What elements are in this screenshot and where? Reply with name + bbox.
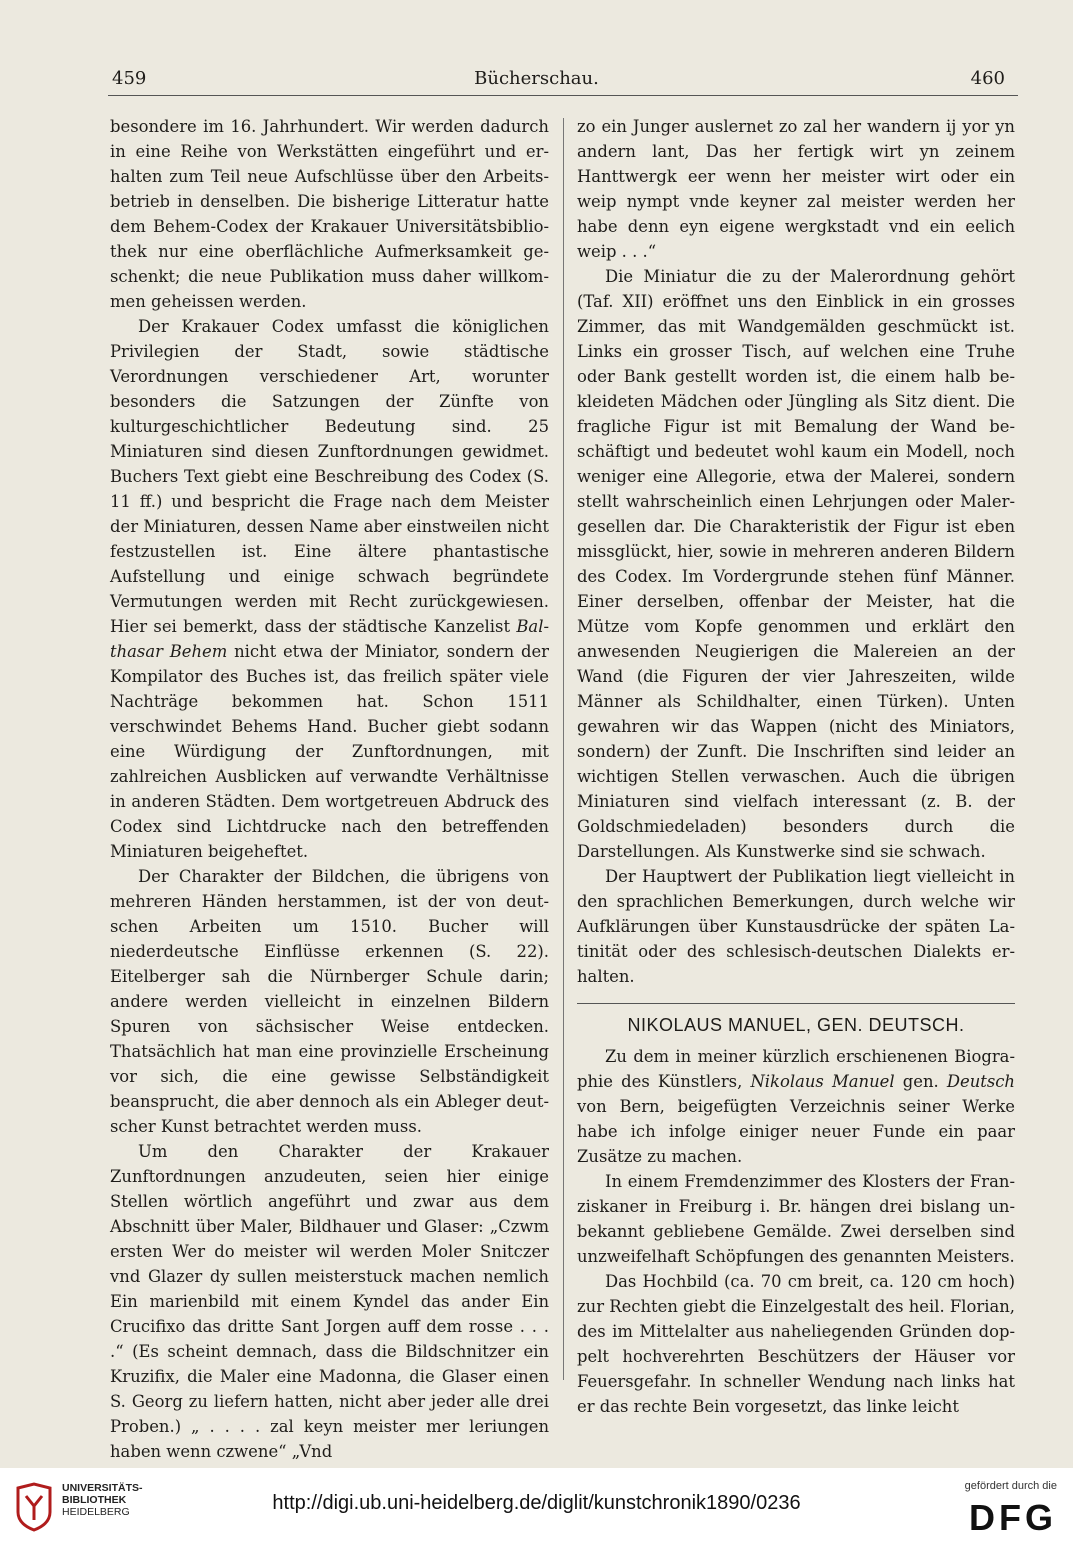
person-name: Deutsch: [946, 1072, 1015, 1091]
paragraph: In einem Fremdenzimmer des Klosters der Franziskaner in Freiburg i. Br. hängen drei bislang unbekannt gebliebene Gemälde. Zwei derselben sind unzweifelhaft Schöpfungen des genannten Meisters.: [577, 1172, 1015, 1266]
library-line: HEIDELBERG: [62, 1506, 130, 1518]
paragraph: Der Hauptwert der Publikation liegt vielleicht in den sprachlichen Bemerkungen, durch welche wir Aufklärungen über Kunstausdrücke der späten Latinität oder des schlesisch-deutschen Dialekts erhalten.: [577, 867, 1015, 986]
text-run: Der Krakauer Codex umfasst die königlichen Privilegien der Stadt, sowie städtische Verordnungen verschiedener Art, worunter besonders die Satzungen der Zünfte von kulturgeschichtlicher Bedeutung sind. 25 Miniaturen sind diesen Zunftordnungen gewidmet. Buchers Text giebt eine Beschreibung des Codex (S. 11 ff.) und bespricht die Frage nach dem Meister der Miniaturen, dessen Name aber einstweilen nicht festzustellen ist. Eine ältere phantastische Aufstellung und einige schwach begründete Vermutungen werden mit Recht zurückgewiesen. Hier sei bemerkt, dass der städtische Kanzelist: [110, 317, 549, 636]
page-number-left: 459: [112, 68, 147, 89]
section-rule: [577, 1003, 1015, 1004]
column-divider: [563, 118, 564, 1380]
dfg-logo: DFG: [969, 1497, 1057, 1538]
text-run: Zu dem in meiner kürzlich erschienenen Biographie des Künstlers,: [577, 1047, 1015, 1091]
funding-caption: gefördert durch die: [964, 1480, 1057, 1492]
right-column: [577, 114, 1015, 1419]
left-column: [110, 114, 549, 1464]
paragraph: Die Miniatur die zu der Malerordnung gehört (Taf. XII) eröffnet uns den Einblick in ein grosses Zimmer, das mit Wandgemälden geschmückt ist. Links ein grosser Tisch, auf welchen eine Truhe oder Bank gestellt worden ist, die einem halb bekleideten Mädchen oder Jüngling als Sitz dient. Die fragliche Figur ist mit Bemalung der Wand beschäftigt und bedeutet wohl kaum ein Modell, noch weniger eine Allegorie, etwa der Malerei, sondern stellt wahrscheinlich einen Lehrjungen oder Malergesellen dar. Die Charakteristik der Figur ist eben missglückt, hier, sowie in mehreren anderen Bildern des Codex. Im Vordergrunde stehen fünf Männer. Einer derselben, offenbar der Meister, hat die Mütze vom Kopfe genommen und erklärt den anwesenden Neugierigen die Malereien an der Wand (die Figuren der vier Jahreszeiten, wilde Männer als Schildhalter, einen Türken). Unten gewahren wir das Wappen (nicht des Miniators, sondern) der Zunft. Die Inschriften sind leider an wichtigen Stellen verwaschen. Auch die übrigen Miniaturen sind vielfach interessant (z. B. der Goldschmiedeladen) besonders durch die Darstellungen. Als Kunstwerke sind sie schwach.: [577, 267, 1015, 861]
page-number-right: 460: [970, 68, 1005, 89]
library-line: UNIVERSITÄTS-: [62, 1482, 143, 1494]
running-title: Bücherschau.: [474, 68, 599, 89]
person-name: Nikolaus Manuel: [750, 1072, 895, 1091]
text-run: nicht etwa der Miniator, sondern der Kompilator des Buches ist, das freilich später viele Nachträge bekommen hat. Schon 1511 verschwindet Behems Hand. Bucher giebt sodann eine Würdigung der Zunftordnungen, mit zahlreichen Ausblicken auf verwandte Verhältnisse in anderen Städten. Dem wortgetreuen Abdruck des Codex sind Lichtdrucke nach den betreffenden Miniaturen beigeheftet.: [110, 642, 550, 861]
permalink[interactable]: http://digi.ub.uni-heidelberg.de/diglit/kunstchronik1890/0236: [272, 1492, 801, 1514]
person-name: Balthasar Behem: [110, 617, 549, 661]
library-line: BIBLIOTHEK: [62, 1494, 127, 1506]
text-run: von Bern, beigefügten Verzeichnis seiner Werke habe ich infolge einiger neuer Funde ein paar Zusätze zu machen.: [577, 1097, 1015, 1166]
paragraph: Der Charakter der Bildchen, die übrigens von mehreren Händen herstammen, ist der von deutschen Arbeiten um 1510. Bucher will niederdeutsche Einflüsse erkennen (S. 22). Eitelberger sah die Nürnberger Schule darin; andere werden vielleicht in einzelnen Bildern Spuren von sächsischer Weise entdecken. Thatsächlich hat man eine provinzielle Erscheinung vor sich, die eine gewisse Selbständigkeit beansprucht, die aber dennoch als ein Ableger deutscher Kunst betrachtet werden muss.: [110, 867, 549, 1136]
paragraph: Um den Charakter der Krakauer Zunftordnungen anzudeuten, seien hier einige Stellen wörtlich angeführt und zwar aus dem Abschnitt über Maler, Bildhauer und Glaser: „Czwm ersten Wer do meister wil werden Moler Snitczer vnd Glazer dy sullen meisterstuck machen nemlich Ein marienbild mit einem Kyndel das ander Ein Crucifixo das dritte Sant Jorgen auff dem rosse . . . .“ (Es scheint demnach, dass die Bildschnitzer ein Kruzifix, die Maler eine Madonna, die Glaser einen S. Georg zu liefern hatten, nicht aber jeder alle drei Proben.) „ . . . . zal keyn meister mer leriungen haben wenn czwene“ „Vnd: [110, 1142, 549, 1461]
paragraph: Das Hochbild (ca. 70 cm breit, ca. 120 cm hoch) zur Rechten giebt die Einzelgestalt des heil. Florian, des im Mittelalter aus naheliegenden Gründen doppelt hochverehrten Beschützers der Häuser vor Feuersgefahr. In schneller Wendung nach links hat er das rechte Bein vorgesetzt, das linke leicht: [577, 1272, 1015, 1416]
text-run: gen.: [894, 1072, 947, 1091]
paragraph: zo ein Junger auslernet zo zal her wandern ij yor yn andern lant, Das her fertigk wirt yn zeinem Hanttwergk eer wenn her meister wirt oder ein weip nympt vnde keyner zal meister werden her habe denn eyn eigene wergkstadt vnd ein eelich weip . . .“: [577, 117, 1015, 261]
header-rule: [108, 95, 1018, 96]
paragraph: besondere im 16. Jahrhundert. Wir werden dadurch in eine Reihe von Werkstätten eingeführt und erhalten zum Teil neue Aufschlüsse über den Arbeitsbetrieb in denselben. Die bisherige Litteratur hatte dem Behem-Codex der Krakauer Universitätsbibliothek nur eine oberflächliche Aufmerksamkeit geschenkt; die neue Publikation muss daher willkommen geheissen werden.: [110, 117, 549, 311]
footer-bar: [0, 1468, 1073, 1547]
paragraph: [110, 314, 549, 864]
paragraph: [577, 1044, 1015, 1169]
section-title: NIKOLAUS MANUEL, GEN. DEUTSCH.: [627, 1015, 965, 1035]
